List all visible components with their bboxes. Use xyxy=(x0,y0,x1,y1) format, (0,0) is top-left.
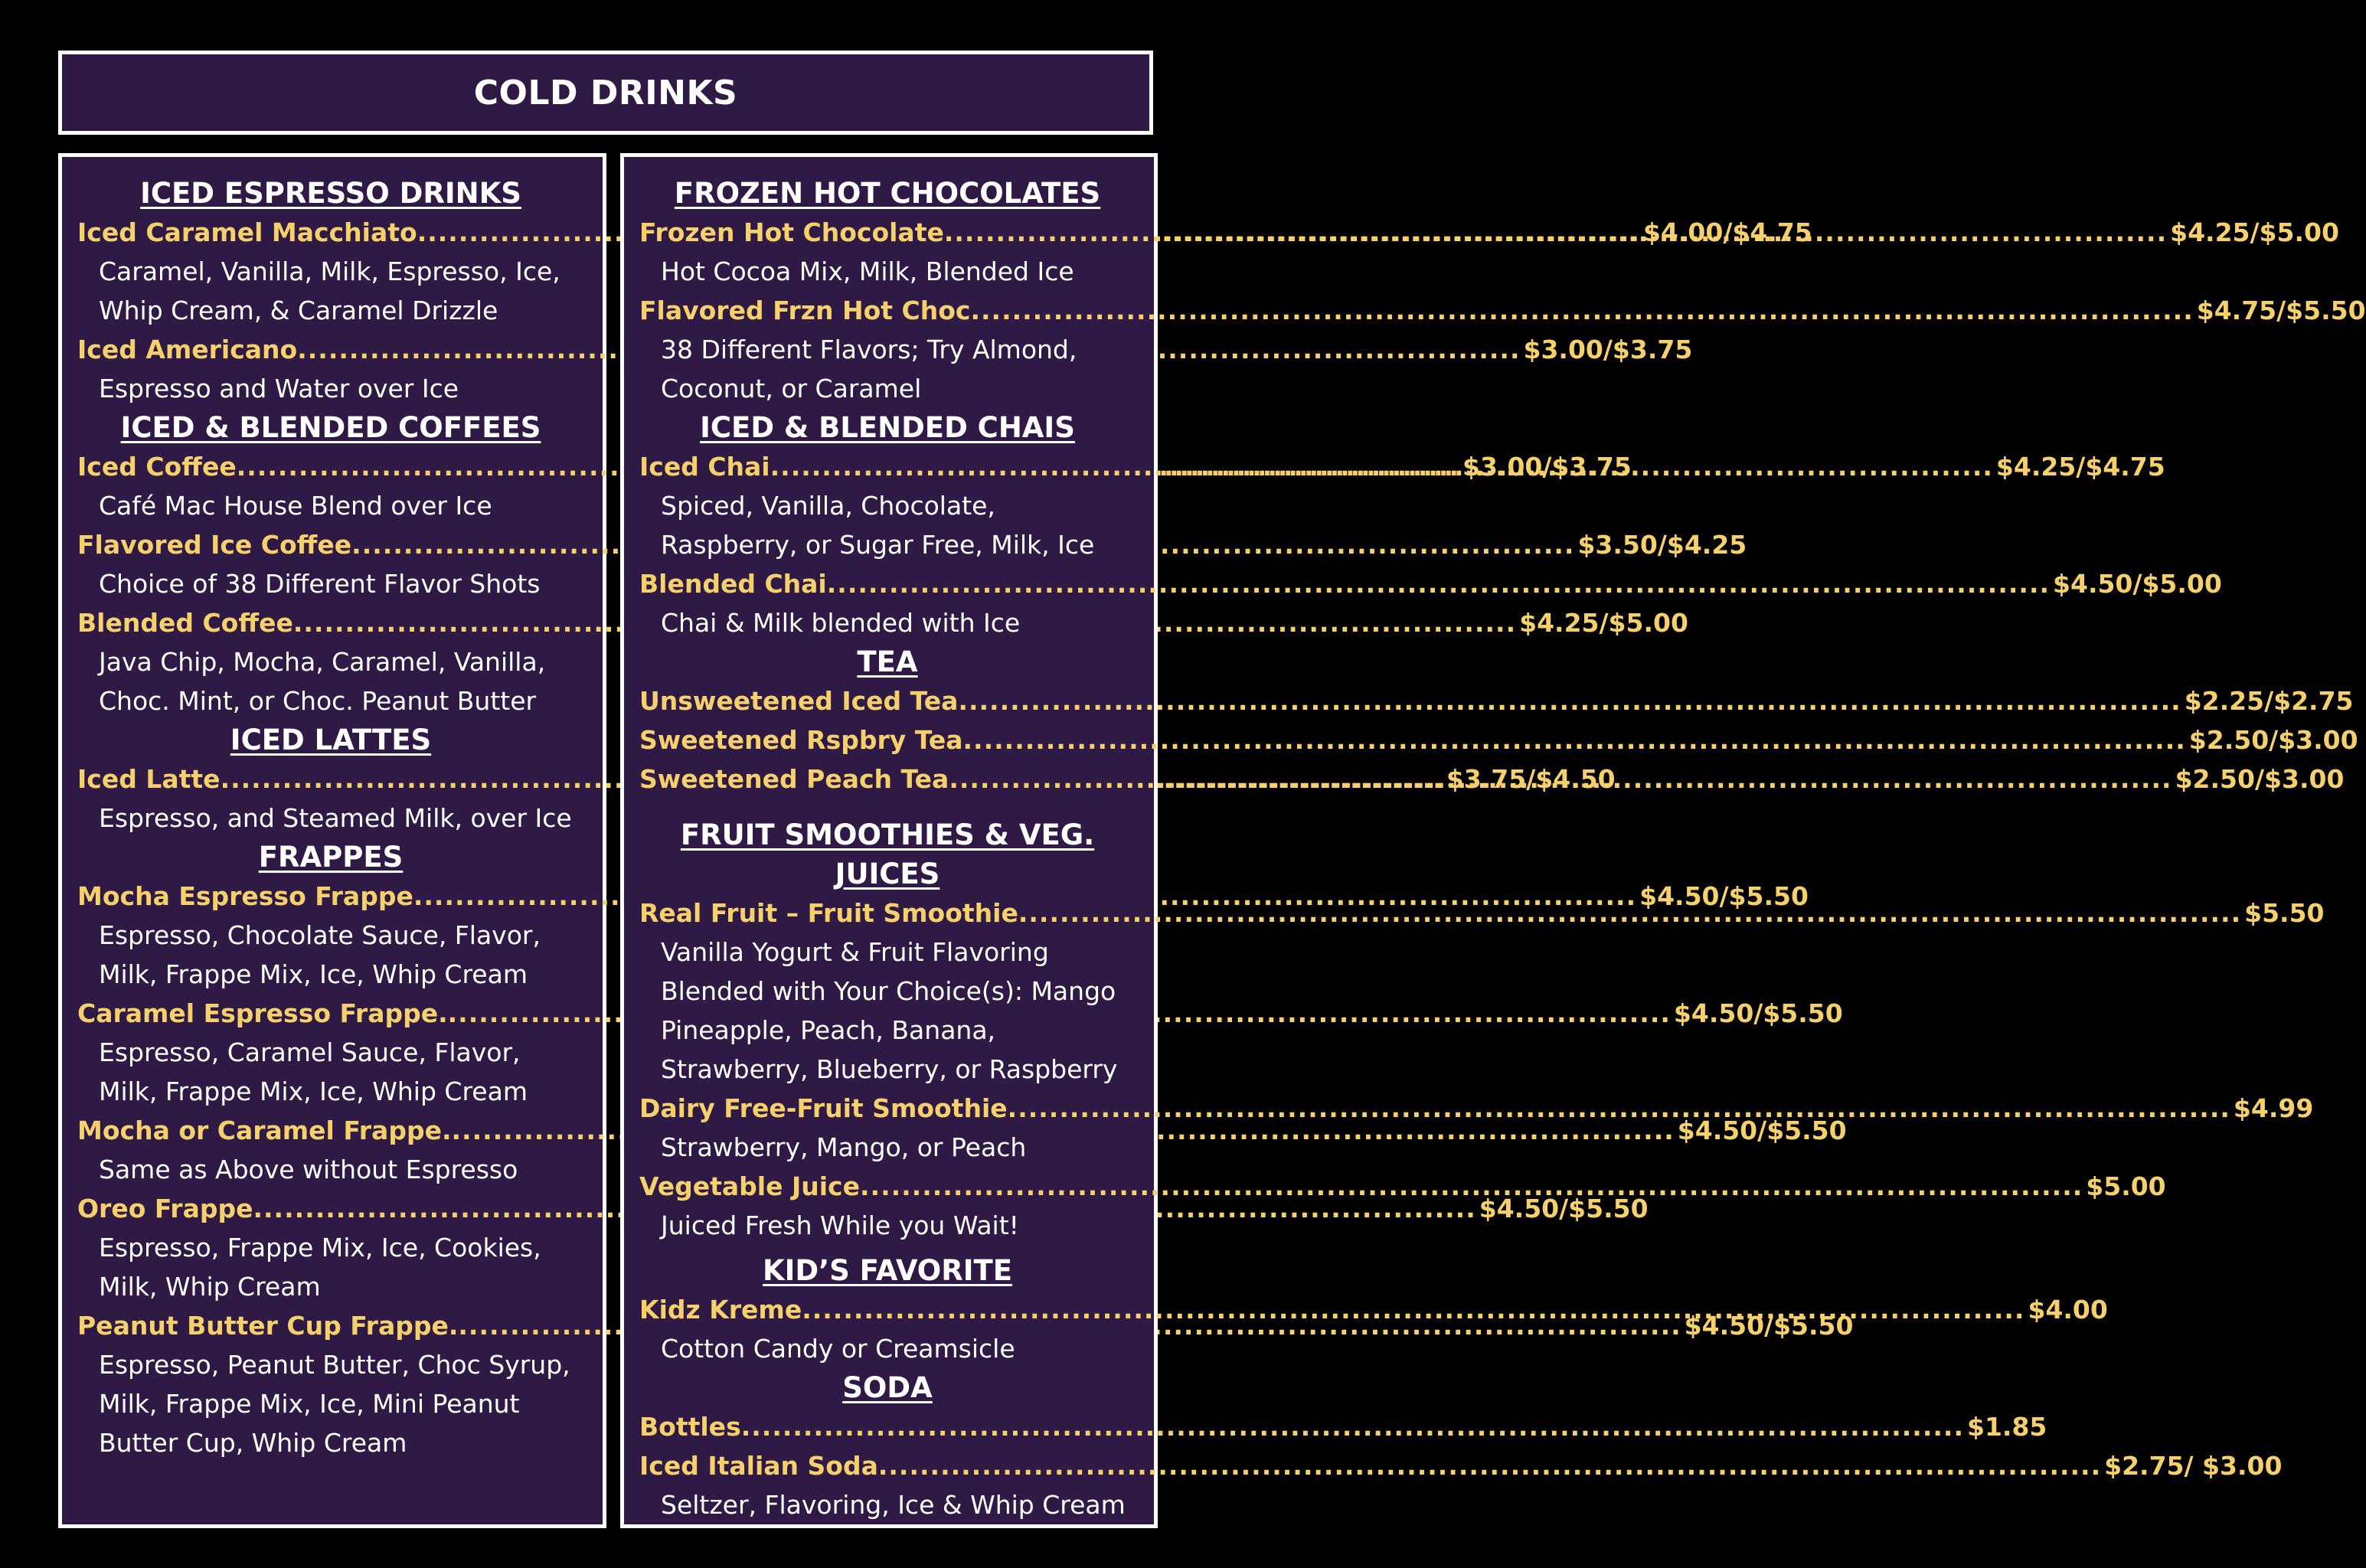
menu-item-line xyxy=(639,564,2222,603)
item-price: $1.85 xyxy=(1966,1412,2047,1442)
item-name: Iced Caramel Macchiato xyxy=(77,217,417,247)
item-price: $4.50/$5.50 xyxy=(1677,1116,1847,1145)
item-name: Iced Chai xyxy=(639,452,770,482)
item-price: $2.50/$3.00 xyxy=(2188,725,2358,755)
item-description: Espresso and Water over Ice xyxy=(99,374,459,403)
item-price: $4.50/$5.50 xyxy=(1479,1194,1649,1223)
item-description: Strawberry, Blueberry, or Raspberry xyxy=(661,1054,1118,1084)
item-description: Milk, Frappe Mix, Ice, Mini Peanut xyxy=(99,1389,520,1419)
item-price: $3.50/$4.25 xyxy=(1577,530,1747,560)
dot-leader xyxy=(827,564,2050,603)
item-name: Flavored Frzn Hot Choc xyxy=(639,296,971,325)
item-description: 38 Different Flavors; Try Almond, xyxy=(661,335,1077,364)
item-name: Real Fruit – Fruit Smoothie xyxy=(639,898,1018,928)
item-description: Chai & Milk blended with Ice xyxy=(661,608,1021,638)
item-description: Hot Cocoa Mix, Milk, Blended Ice xyxy=(661,256,1074,286)
menu-title: COLD DRINKS xyxy=(473,73,738,113)
item-description: Strawberry, Mango, or Peach xyxy=(661,1132,1027,1162)
item-description: Butter Cup, Whip Cream xyxy=(99,1428,407,1458)
item-name: Blended Coffee xyxy=(77,608,293,638)
item-name: Vegetable Juice xyxy=(639,1171,860,1201)
dot-leader xyxy=(1018,893,2241,933)
dot-leader xyxy=(958,681,2181,720)
item-price: $3.00/$3.75 xyxy=(1462,452,1632,482)
item-description: Java Chip, Mocha, Caramel, Vanilla, xyxy=(99,647,546,677)
item-description: Café Mac House Blend over Ice xyxy=(99,491,492,521)
menu-item-line xyxy=(639,291,2366,330)
item-name: Flavored Ice Coffee xyxy=(77,530,352,560)
section-heading: ICED & BLENDED CHAIS xyxy=(700,411,1075,444)
item-price: $4.25/$5.00 xyxy=(2170,217,2339,247)
item-description: Espresso, Frappe Mix, Ice, Cookies, xyxy=(99,1233,541,1263)
item-price: $3.00/$3.75 xyxy=(1523,335,1693,364)
menu-title-banner xyxy=(58,51,1153,135)
menu-item-line xyxy=(639,720,2358,760)
dot-leader xyxy=(970,291,2193,330)
item-price: $4.50/$5.50 xyxy=(1684,1311,1854,1341)
item-description: Espresso, and Steamed Milk, over Ice xyxy=(99,803,572,833)
item-description: Milk, Frappe Mix, Ice, Whip Cream xyxy=(99,1076,528,1106)
item-price: $4.25/$5.00 xyxy=(1519,608,1688,638)
item-price: $4.00/$4.75 xyxy=(1642,217,1812,247)
item-name: Mocha Espresso Frappe xyxy=(77,881,413,911)
item-price: $5.50 xyxy=(2244,898,2325,928)
item-price: $2.25/$2.75 xyxy=(2184,686,2354,716)
dot-leader xyxy=(1008,1089,2230,1128)
item-price: $4.75/$5.50 xyxy=(2196,296,2366,325)
item-name: Mocha or Caramel Frappe. xyxy=(77,1116,452,1145)
section-heading: SODA xyxy=(842,1371,933,1404)
item-description: Espresso, Chocolate Sauce, Flavor, xyxy=(99,920,541,950)
item-name: Iced Italian Soda xyxy=(639,1451,878,1481)
dot-leader xyxy=(944,213,2167,252)
item-description: Spiced, Vanilla, Chocolate, xyxy=(661,491,995,521)
item-name: Bottles xyxy=(639,1412,741,1442)
item-price: $4.50/$5.50 xyxy=(1673,998,1843,1028)
item-price: $2.75/ $3.00 xyxy=(2104,1451,2283,1481)
item-description: Choc. Mint, or Choc. Peanut Butter xyxy=(99,686,537,716)
menu-item-line xyxy=(639,1446,2283,1485)
item-description: Raspberry, or Sugar Free, Milk, Ice xyxy=(661,530,1095,560)
item-price: $4.00 xyxy=(2028,1295,2108,1325)
item-price: $4.50/$5.50 xyxy=(1639,881,1809,911)
item-price: $2.50/$3.00 xyxy=(2175,764,2345,794)
section-heading: ICED LATTES xyxy=(230,724,432,756)
section-heading: FRUIT SMOOTHIES & VEG. JUICES xyxy=(680,818,1095,890)
dot-leader xyxy=(741,1407,1964,1446)
item-name: Iced Latte xyxy=(77,764,221,794)
item-name: Iced Coffee xyxy=(77,452,237,482)
item-name: Iced Americano xyxy=(77,335,298,364)
section-heading: FROZEN HOT CHOCOLATES xyxy=(674,177,1101,210)
section-heading: KID’S FAVORITE xyxy=(762,1254,1013,1287)
dot-leader xyxy=(949,760,2172,799)
item-price: $5.00 xyxy=(2086,1171,2166,1201)
menu-item-line xyxy=(639,1167,2166,1206)
dot-leader xyxy=(878,1446,2101,1485)
menu-item-line xyxy=(639,681,2354,720)
item-price: $4.25/$4.75 xyxy=(1995,452,2165,482)
item-name: Peanut Butter Cup Frappe. xyxy=(77,1311,459,1341)
item-price: $4.50/$5.00 xyxy=(2053,569,2222,599)
item-name: Oreo Frappe xyxy=(77,1194,253,1223)
menu-item-line xyxy=(639,1089,2314,1128)
item-price: $3.75/$4.50 xyxy=(1446,764,1616,794)
item-description: Blended with Your Choice(s): Mango xyxy=(661,976,1116,1006)
item-name: Dairy Free-Fruit Smoothie xyxy=(639,1093,1008,1123)
item-name: Unsweetened Iced Tea xyxy=(639,686,959,716)
dot-leader xyxy=(770,447,1993,486)
dot-leader xyxy=(860,1167,2083,1206)
item-description: Juiced Fresh While you Wait! xyxy=(661,1210,1019,1240)
menu-item-line xyxy=(639,1407,2047,1446)
item-description: Espresso, Peanut Butter, Choc Syrup, xyxy=(99,1350,570,1380)
item-description: Vanilla Yogurt & Fruit Flavoring xyxy=(661,937,1049,967)
section-heading: FRAPPES xyxy=(258,841,404,874)
item-description: Coconut, or Caramel xyxy=(661,374,922,403)
item-description: Whip Cream, & Caramel Drizzle xyxy=(99,296,498,325)
item-description: Same as Above without Espresso xyxy=(99,1155,518,1184)
item-description: Espresso, Caramel Sauce, Flavor, xyxy=(99,1037,521,1067)
item-name: Kidz Kreme xyxy=(639,1295,802,1325)
dot-leader xyxy=(963,720,2186,760)
item-name: Caramel Espresso Frappe. xyxy=(77,998,448,1028)
item-description: Choice of 38 Different Flavor Shots xyxy=(99,569,541,599)
section-heading: ICED ESPRESSO DRINKS xyxy=(140,177,521,210)
item-description: Caramel, Vanilla, Milk, Espresso, Ice, xyxy=(99,256,560,286)
item-description: Seltzer, Flavoring, Ice & Whip Cream xyxy=(661,1490,1126,1520)
item-description: Milk, Frappe Mix, Ice, Whip Cream xyxy=(99,959,528,989)
item-description: Milk, Whip Cream xyxy=(99,1272,321,1302)
section-heading: TEA xyxy=(857,645,918,678)
item-description: Pineapple, Peach, Banana, xyxy=(661,1015,996,1045)
menu-section xyxy=(639,1368,2283,1524)
item-price: $4.99 xyxy=(2233,1093,2314,1123)
item-name: Sweetened Rspbry Tea xyxy=(639,725,963,755)
dot-leader xyxy=(802,1290,2024,1329)
item-name: Blended Chai xyxy=(639,569,827,599)
section-heading: ICED & BLENDED COFFEES xyxy=(120,411,541,444)
item-description: Cotton Candy or Creamsicle xyxy=(661,1334,1015,1364)
item-name: Frozen Hot Chocolate xyxy=(639,217,944,247)
item-name: Sweetened Peach Tea xyxy=(639,764,949,794)
